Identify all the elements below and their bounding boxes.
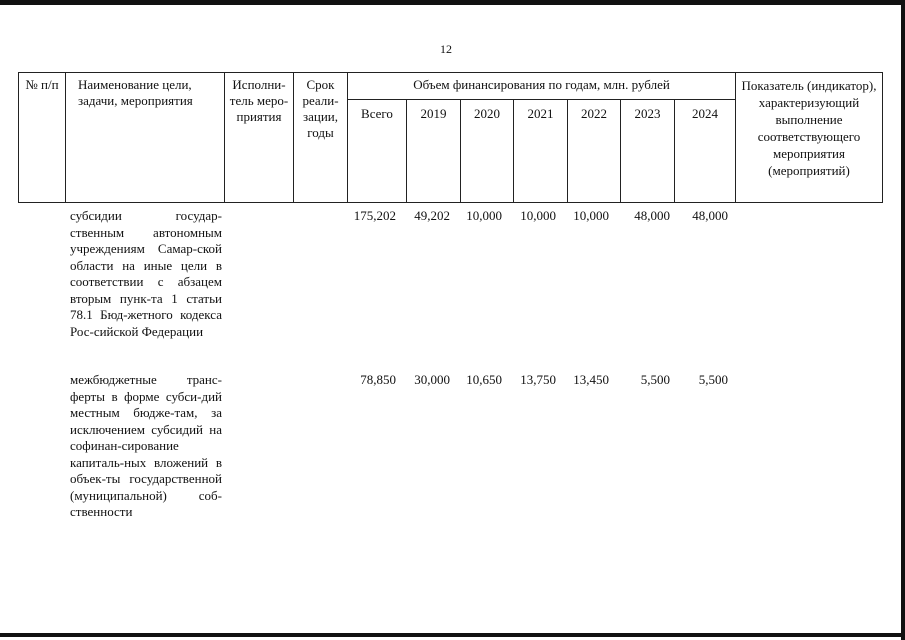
row-value-2021: 13,750	[520, 372, 556, 387]
header-year-2020: 2020	[461, 100, 514, 203]
header-executor: Исполни-тель меро-приятия	[225, 73, 294, 203]
scan-border-bottom	[0, 633, 905, 637]
row-total: 175,202	[353, 208, 396, 223]
row-value-2020: 10,650	[466, 372, 502, 387]
header-num: № п/п	[19, 73, 66, 203]
row-value-2019: 49,202	[414, 208, 450, 223]
row-value-2023: 5,500	[640, 372, 670, 387]
row-description: субсидии государ-ственным автономным учреждениям Самар-ской области на иные цели в соответствии с абзацем вторым пунк-та 1 статьи 78.1 Бюд-жетного кодекса Рос-сийской Федерации	[70, 208, 222, 339]
row-value-2021: 10,000	[520, 208, 556, 223]
header-name: Наименование цели, задачи, мероприятия	[66, 73, 225, 203]
header-year-2023: 2023	[621, 100, 675, 203]
table-header	[18, 72, 883, 203]
row-value-2022: 10,000	[573, 208, 609, 223]
row-value-2019: 30,000	[414, 372, 450, 387]
header-term: Срок реали-зации, годы	[294, 73, 348, 203]
header-total: Всего	[348, 100, 407, 203]
row-total: 78,850	[360, 372, 396, 387]
row-value-2023: 48,000	[634, 208, 670, 223]
header-year-2019: 2019	[407, 100, 461, 203]
header-indicator: Показатель (индикатор), характеризующий выполнение соответствующего мероприятия (мероприятий)	[736, 73, 883, 203]
header-year-2021: 2021	[514, 100, 568, 203]
page-number: 12	[440, 42, 452, 56]
row-value-2020: 10,000	[466, 208, 502, 223]
scan-border-right	[901, 0, 905, 640]
header-year-2022: 2022	[568, 100, 621, 203]
row-value-2022: 13,450	[573, 372, 609, 387]
header-year-2024: 2024	[675, 100, 736, 203]
row-value-2024: 48,000	[692, 208, 728, 223]
scan-border-top	[0, 0, 905, 5]
row-value-2024: 5,500	[698, 372, 728, 387]
row-description: межбюджетные транс-ферты в форме субси-дий местным бюдже-там, за исключением субсидий на софинан-сирование капиталь-ных вложений в объек-ты государственной (муниципальной) соб-ственности	[70, 372, 222, 519]
header-funding-title: Объем финансирования по годам, млн. рублей	[348, 73, 736, 100]
